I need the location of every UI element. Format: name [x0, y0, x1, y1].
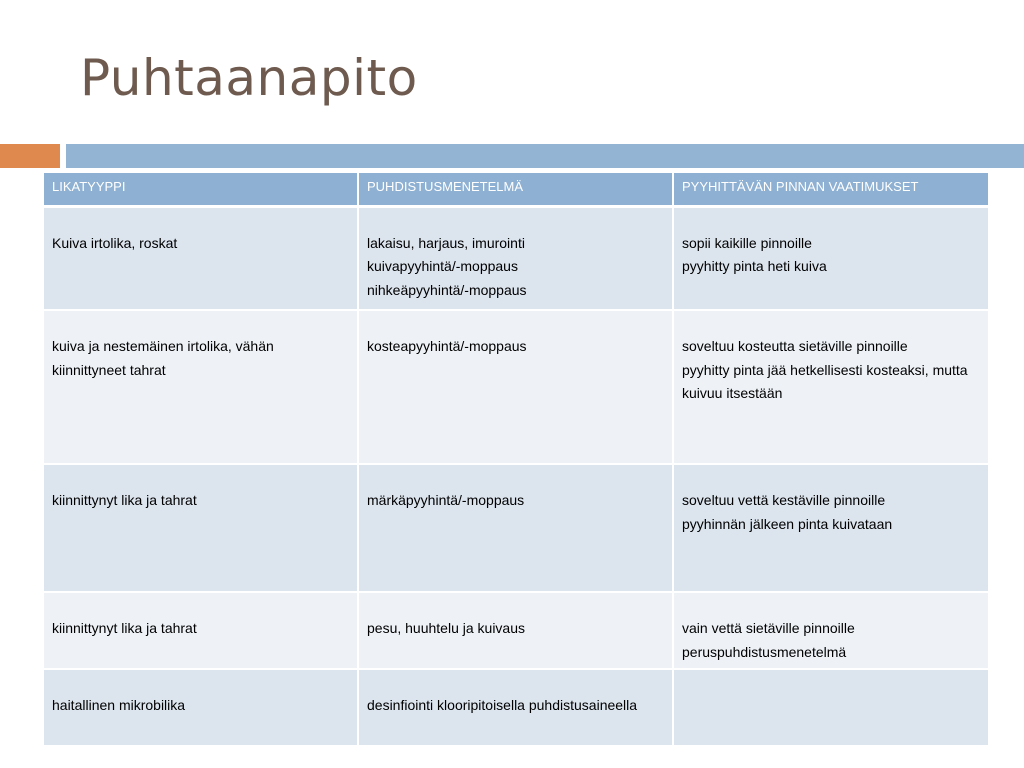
- cell-line: kiinnittynyt lika ja tahrat: [52, 492, 197, 508]
- cell-menetelma: [358, 206, 673, 310]
- cell-line: pyyhitty pinta heti kuiva: [682, 258, 827, 274]
- cell-vaatimukset: [673, 464, 988, 592]
- accent-bar-blue: [66, 144, 1024, 168]
- cell-line: sopii kaikille pinnoille: [682, 234, 812, 251]
- cell-vaatimukset: [673, 592, 988, 669]
- cell-line: märkäpyyhintä/-moppaus: [367, 492, 525, 508]
- table-header-row: [44, 173, 988, 206]
- cell-menetelma: [358, 669, 673, 746]
- cell-line: Kuiva irtolika, roskat: [52, 234, 178, 251]
- cell-line: soveltuu kosteutta sietäville pinnoille: [682, 338, 908, 354]
- header-puhdistusmenetelma: PUHDISTUSMENETELMÄ: [358, 173, 673, 206]
- cell-line: nihkeäpyyhintä/-moppaus: [367, 281, 527, 298]
- cell-likatyyppi: [44, 592, 358, 669]
- cell-line: soveltuu vettä kestäville pinnoille: [682, 492, 886, 508]
- cell-menetelma: [358, 310, 673, 464]
- cell-line: pyyhitty pinta jää hetkellisesti kosteaksi, mutta kuivuu itsestään: [682, 361, 968, 401]
- cell-likatyyppi: [44, 310, 358, 464]
- cell-line: pyyhinnän jälkeen pinta kuivataan: [682, 515, 893, 532]
- cell-vaatimukset: [673, 669, 988, 746]
- table-row: [44, 669, 988, 746]
- cell-menetelma: [358, 464, 673, 592]
- header-vaatimukset: PYYHITTÄVÄN PINNAN VAATIMUKSET: [673, 173, 988, 206]
- cell-line: desinfiointi klooripitoisella puhdistusaineella: [367, 697, 638, 713]
- table-row: [44, 310, 988, 464]
- cell-line: lakaisu, harjaus, imurointi: [367, 234, 525, 251]
- slide-title: Puhtaanapito: [80, 49, 418, 107]
- cell-vaatimukset: [673, 206, 988, 310]
- cell-likatyyppi: [44, 464, 358, 592]
- cell-line: peruspuhdistusmenetelmä: [682, 643, 847, 660]
- cell-likatyyppi: [44, 206, 358, 310]
- cell-menetelma: [358, 592, 673, 669]
- table-row: [44, 464, 988, 592]
- cell-line: kiinnittynyt lika ja tahrat: [52, 620, 197, 636]
- cell-line: kosteapyyhintä/-moppaus: [367, 338, 527, 354]
- table-row: [44, 206, 988, 310]
- cell-vaatimukset: [673, 310, 988, 464]
- cell-likatyyppi: [44, 669, 358, 746]
- cleaning-table: [44, 173, 988, 747]
- table-row: [44, 592, 988, 669]
- cell-line: pesu, huuhtelu ja kuivaus: [367, 620, 525, 636]
- cell-line: kuivapyyhintä/-moppaus: [367, 258, 518, 274]
- header-likatyyppi: LIKATYYPPI: [44, 173, 358, 206]
- cell-line: kuiva ja nestemäinen irtolika, vähän kiinnittyneet tahrat: [52, 338, 274, 378]
- accent-bar-orange: [0, 144, 60, 168]
- cell-line: vain vettä sietäville pinnoille: [682, 620, 855, 636]
- cell-line: haitallinen mikrobilika: [52, 697, 186, 713]
